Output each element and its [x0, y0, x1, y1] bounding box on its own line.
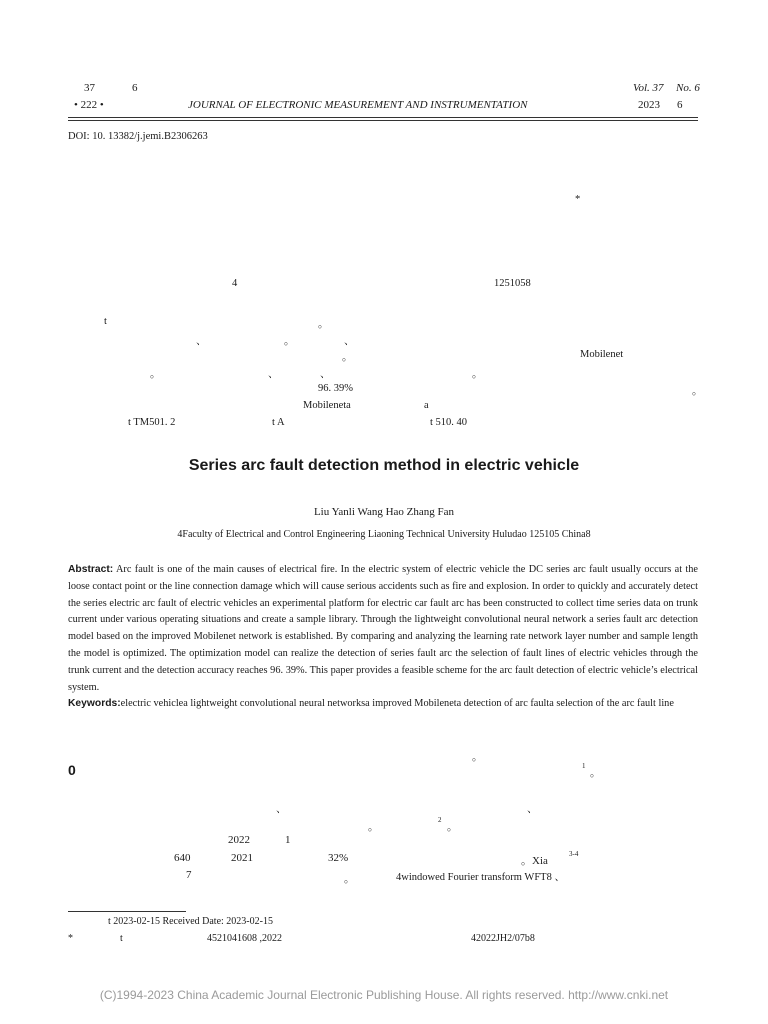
keywords-label: Keywords:: [68, 698, 121, 710]
abstract-text: Arc fault is one of the main causes of electrical fire. In the electric system of electric vehicle the DC series arc fault usually occurs at the loose contact point or the line connection damage which will cause serious accidents such as fire and explosion. In order to quickly and accurately detect the series electric arc fault of electric vehicles an experimental platform for electric car fault arc has been constructed to collect time series data on trunk current under various operating situations and create a sample library. Through the lightweight convolutional neural network a series fault arc detection model based on the improved Mobilenet network is established. By comparing and analyzing the learning rate network layer number and sample length the model is optimized. The optimization model can realize the detection of series fault arc the selection of fault lines of electric vehicles through the trunk current and the detection accuracy reaches 96. 39%. This paper provides a feasible scheme for the arc fault detection of electric vehicle’s electrical system.: [68, 564, 698, 693]
body-punct: 。: [472, 752, 483, 763]
affil-number: 4: [232, 278, 238, 289]
cn-accuracy: 96. 39%: [318, 383, 353, 394]
body-punct: 、: [527, 804, 538, 815]
body-year-2021: 2021: [231, 852, 253, 864]
received-date: t 2023-02-15 Received Date: 2023-02-15: [108, 916, 273, 927]
cn-punct: 。: [150, 369, 161, 380]
english-authors: Liu Yanli Wang Hao Zhang Fan: [313, 506, 455, 518]
body-punct: 。: [344, 874, 355, 885]
body-punct: 。: [368, 822, 379, 833]
english-abstract: [68, 562, 698, 713]
body-percentage: 32%: [328, 852, 349, 864]
body-punct: 、: [276, 804, 287, 815]
citation-superscript: 2: [438, 816, 442, 824]
cn-keyword-a: a: [424, 400, 429, 411]
header-no-en: No. 6: [676, 82, 700, 94]
header-vol-en: Vol. 37: [633, 82, 664, 94]
clc-number: t TM501. 2: [128, 417, 176, 428]
citation-superscript: 1: [582, 762, 586, 770]
header-rule: [68, 117, 698, 118]
citation-superscript: 3-4: [569, 850, 579, 858]
grant-number-1: 4521041608 ,2022: [207, 933, 282, 944]
document-code: t A: [272, 417, 285, 428]
grant-number-2: 42022JH2/07b8: [471, 933, 535, 944]
cn-punct: 。: [318, 319, 329, 330]
header-volume: 37: [84, 82, 95, 94]
discipline-code: t 510. 40: [430, 417, 468, 428]
affil-postcode: 1251058: [494, 278, 531, 289]
header-rule-thin: [68, 120, 698, 121]
header-year: 2023: [638, 99, 660, 111]
footnote-label: t: [120, 933, 123, 944]
header-page-number: • 222 •: [74, 99, 104, 111]
body-punct: 。: [590, 768, 601, 779]
cn-punct: 、: [344, 336, 355, 347]
cn-punct: 。: [284, 336, 295, 347]
body-xia-ref: 。Xia: [521, 855, 548, 867]
body-number-7: 7: [186, 869, 192, 881]
doi: DOI: 10. 13382/j.jemi.B2306263: [68, 131, 208, 142]
cn-punct: 。: [472, 369, 483, 380]
body-punct: 。: [447, 822, 458, 833]
cn-punct: 、: [196, 336, 207, 347]
header-issue: 6: [132, 82, 138, 94]
english-title: Series arc fault detection method in electric vehicle: [188, 457, 580, 474]
journal-name: JOURNAL OF ELECTRONIC MEASUREMENT AND INSTRUMENTATION: [188, 99, 528, 111]
section-number: 0: [68, 762, 76, 778]
cn-mobilenet: Mobilenet: [580, 349, 624, 360]
body-wft: 4windowed Fourier transform WFT8 、: [396, 872, 565, 883]
body-number: 1: [285, 834, 291, 846]
cn-keyword-mobileneta: Mobileneta: [303, 400, 351, 411]
cn-abstract-label: t: [104, 316, 107, 327]
body-number-640: 640: [174, 852, 191, 864]
keywords-text: electric vehiclea lightweight convolutional neural networksa improved Mobileneta detection of arc faulta selection of the arc fault line: [120, 698, 674, 710]
body-year-2022: 2022: [228, 834, 250, 846]
cn-punct: 。: [692, 386, 703, 397]
cn-punct: 、: [268, 369, 279, 380]
footnote-rule: [68, 911, 186, 912]
header-month: 6: [677, 99, 683, 111]
footnote-asterisk: *: [68, 933, 73, 944]
abstract-label: Abstract:: [68, 564, 114, 575]
cn-punct: 。: [342, 352, 353, 363]
english-affiliation: 4Faculty of Electrical and Control Engineering Liaoning Technical University Huludao 125105 China8: [177, 529, 591, 540]
cn-punct: 、: [320, 369, 331, 380]
title-asterisk: *: [575, 194, 581, 205]
copyright-notice: (C)1994-2023 China Academic Journal Electronic Publishing House. All rights reserved. http://www.cnki.net: [99, 988, 669, 1002]
